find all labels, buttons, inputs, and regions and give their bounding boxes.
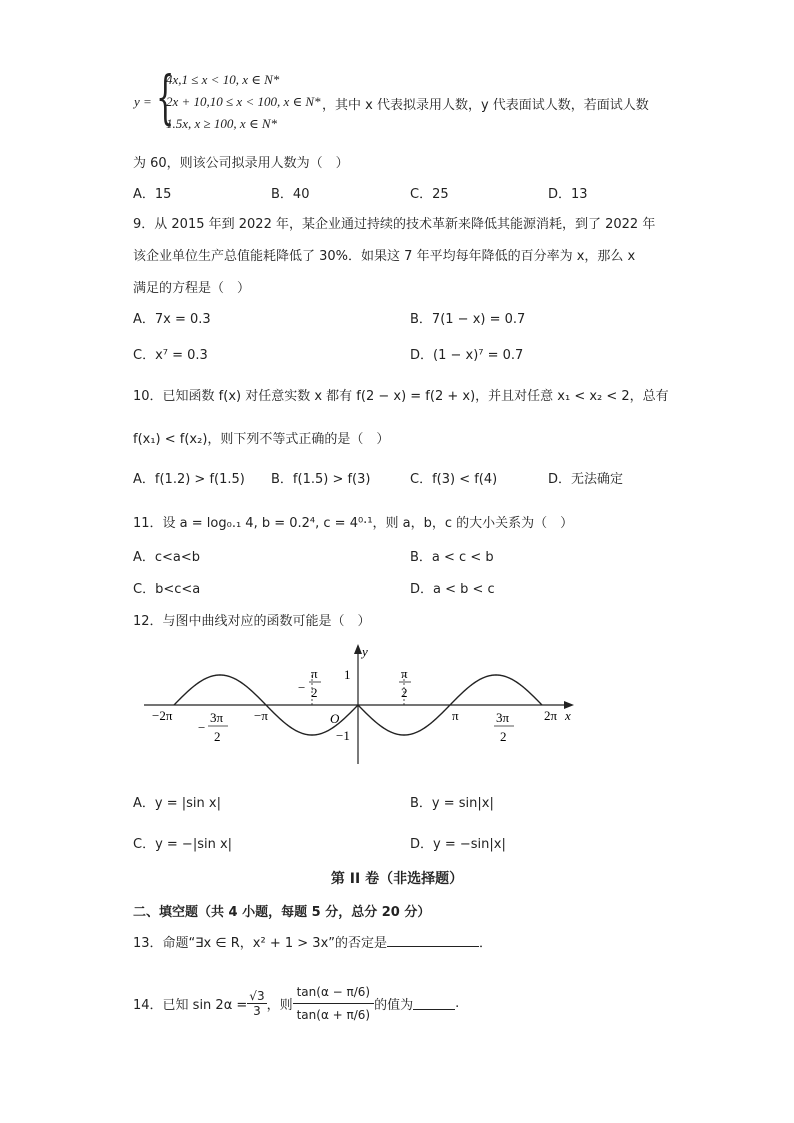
q10-line-1: 10．已知函数 f(x) 对任意实数 x 都有 f(2 − x) = f(2 + x)，并且对任意 x₁ < x₂ < 2，总有 (133, 389, 669, 404)
q8-brace: { (156, 63, 175, 131)
q14-big-num: tan(α − π/6) (293, 981, 375, 1004)
q11-option-d[interactable]: D．a < b < c (410, 582, 495, 597)
origin-label: O (330, 711, 340, 726)
q8-option-c[interactable]: C．25 (410, 187, 449, 202)
q14-small-fraction (247, 989, 266, 1018)
x-tick-pi: π (452, 708, 459, 723)
q14-text-before: 14．已知 sin 2α = (133, 997, 248, 1013)
q14-frac-num: √3 (249, 988, 265, 1003)
q8-case-3: 1.5x, x ≥ 100, x ∈ N* (166, 116, 277, 131)
q14-end: . (455, 995, 460, 1011)
y-tick-neg1: −1 (336, 728, 350, 743)
q14-text-mid: ，则 (266, 997, 293, 1013)
x-tick-half-pi-num: π (401, 666, 408, 681)
q9-line-2: 该企业单位生产总值能耗降低了 30%．如果这 7 年平均每年降低的百分率为 x，那么 x (133, 249, 636, 264)
q9-option-d[interactable]: D．(1 − x)⁷ = 0.7 (410, 348, 524, 363)
y-tick-1: 1 (344, 667, 351, 682)
q11-option-a[interactable]: A．c<a<b (133, 550, 201, 565)
q10-option-b[interactable]: B．f(1.5) > f(3) (271, 472, 371, 487)
q11-option-c[interactable]: C．b<c<a (133, 582, 201, 597)
x-tick-neg-half-pi-num: π (311, 666, 318, 681)
q11-option-b[interactable]: B．a < c < b (410, 550, 494, 565)
q8-text-line2: 为 60，则该公司拟录用人数为（ ） (133, 156, 349, 171)
q14-big-fraction (293, 981, 375, 1026)
q12-option-a[interactable]: A．y = |sin x| (133, 796, 221, 811)
q14-frac-den: 3 (253, 1003, 261, 1018)
section-2-heading: 二、填空题（共 4 小题，每题 5 分，总分 20 分） (133, 905, 431, 920)
x-tick-3half-pi-den: 2 (500, 729, 507, 744)
q9-line-3: 满足的方程是（ ） (133, 281, 251, 296)
x-tick-neg-3half-pi-num: 3π (210, 710, 224, 725)
section-2-title: 第 II 卷（非选择题） (330, 871, 464, 887)
q10-option-d[interactable]: D．无法确定 (548, 472, 624, 487)
q12-option-d[interactable]: D．y = −sin|x| (410, 837, 506, 852)
q14-line (133, 968, 459, 1038)
x-axis-label: x (565, 708, 571, 723)
q13-text-before: 13．命题“∃x ∈ R，x² + 1 > 3x”的否定是 (133, 936, 387, 951)
q14-big-den: tan(α + π/6) (296, 1007, 371, 1022)
q12-option-c[interactable]: C．y = −|sin x| (133, 837, 233, 852)
q9-option-c[interactable]: C．x⁷ = 0.3 (133, 348, 208, 363)
q13-text-after: ． (479, 936, 493, 951)
y-axis-label: y (362, 644, 368, 659)
q8-lhs: y = (134, 94, 152, 109)
q8-case-1: 4x,1 ≤ x < 10, x ∈ N* (166, 72, 280, 87)
x-tick-half-pi-den: 2 (401, 685, 408, 700)
q8-option-b[interactable]: B．40 (271, 187, 310, 202)
q13-line (133, 932, 492, 951)
x-tick-neg-half-pi-sign: − (298, 680, 306, 695)
q8-option-a[interactable]: A．15 (133, 187, 172, 202)
q10-option-a[interactable]: A．f(1.2) > f(1.5) (133, 472, 245, 487)
q8-option-d[interactable]: D．13 (548, 187, 588, 202)
q8-text-after: ，其中 x 代表拟录用人数，y 代表面试人数，若面试人数 (322, 98, 649, 113)
q10-line-2: f(x₁) < f(x₂)，则下列不等式正确的是（ ） (133, 432, 390, 447)
q14-answer-blank[interactable] (413, 997, 455, 1010)
q9-option-a[interactable]: A．7x = 0.3 (133, 312, 211, 327)
x-tick-neg-half-pi-den: 2 (311, 685, 318, 700)
q13-answer-blank[interactable] (387, 934, 479, 947)
q10-option-c[interactable]: C．f(3) < f(4) (410, 472, 498, 487)
x-tick-neg-pi: −π (254, 708, 268, 723)
x-tick-3half-pi-num: 3π (496, 710, 510, 725)
q14-text-after: 的值为 (374, 997, 414, 1013)
q12-line-1: 12．与图中曲线对应的函数可能是（ ） (133, 614, 371, 629)
q12-graph (140, 640, 580, 770)
x-tick-neg-3half-pi-sign: − (198, 720, 206, 735)
x-tick-2pi: 2π (544, 708, 558, 723)
q9-option-b[interactable]: B．7(1 − x) = 0.7 (410, 312, 526, 327)
q9-line-1: 9．从 2015 年到 2022 年，某企业通过持续的技术革新来降低其能源消耗，到了 2022 年 (133, 217, 656, 232)
q8-case-2: 2x + 10,10 ≤ x < 100, x ∈ N* (166, 94, 321, 109)
y-axis-arrow-icon (354, 644, 362, 654)
x-tick-neg-3half-pi-den: 2 (214, 729, 221, 744)
q11-line-1: 11．设 a = log₀.₁ 4, b = 0.2⁴, c = 4⁰·¹，则 a，b，c 的大小关系为（ ） (133, 516, 574, 531)
x-tick-neg-2pi: −2π (152, 708, 173, 723)
q12-option-b[interactable]: B．y = sin|x| (410, 796, 494, 811)
